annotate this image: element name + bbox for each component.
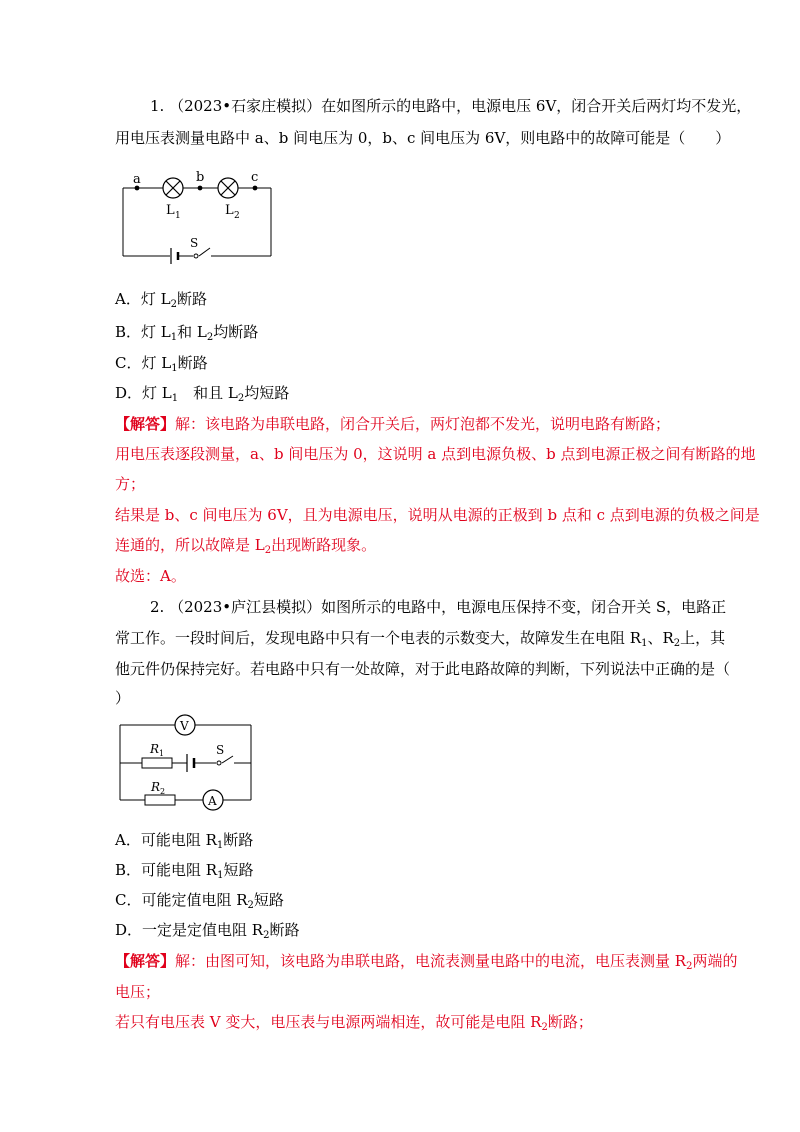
node-b (198, 186, 203, 191)
q1-answer-line2: 用电压表逐段测量，a、b 间电压为 0，这说明 a 点到电源负极、b 点到电源正极之间有断路的地 (115, 445, 756, 463)
q1-stem-text-1: 在如图所示的电路中，电源电压 6V，闭合开关后两灯均不发光， (321, 97, 752, 115)
switch-contact (217, 761, 221, 765)
q2-stem-line2: 常工作。一段时间后，发现电路中只有一个电表的示数变大，故障发生在电阻 $R_1$、$R_2$上，其 (115, 629, 726, 649)
q1-answer-line1: 【解答】解：该电路为串联电路，闭合开关后，两灯泡都不发光，说明电路有断路； (115, 415, 671, 433)
q2-stem-line3: 他元件仍保持完好。若电路中只有一处故障，对于此电路故障的判断，下列说法中正确的是（ (115, 660, 731, 678)
label-switch: S (216, 743, 225, 757)
label-l2: L (225, 203, 234, 218)
label-r2-sub: 2 (160, 787, 166, 796)
q1-answer-line3: 方； (115, 475, 146, 493)
label-l2-sub: 2 (234, 211, 240, 221)
q1-circuit-diagram (115, 168, 280, 268)
lamp-l2 (218, 178, 238, 198)
q2-option-b: B．可能电阻 $R_1$短路 (115, 861, 254, 881)
switch-contact (194, 254, 198, 258)
q1-source: （2023•石家庄模拟） (169, 97, 322, 115)
label-r1-sub: 1 (159, 749, 165, 758)
q1-number: 1. (150, 97, 165, 115)
battery-symbol (171, 248, 178, 264)
label-c: c (251, 170, 259, 185)
q2-option-a: A．可能电阻 $R_1$断路 (115, 831, 254, 851)
node-c (253, 186, 258, 191)
label-switch: S (190, 236, 199, 250)
answer-tag: 【解答】 (115, 952, 176, 970)
ammeter-label: A (208, 794, 217, 808)
label-l1-sub: 1 (175, 211, 181, 221)
lamp-l1 (163, 178, 183, 198)
label-r2: R (151, 780, 161, 794)
q2-circuit-diagram (115, 712, 260, 807)
q2-answer-line2: 电压； (115, 983, 161, 1001)
q2-source: （2023•庐江县模拟） (169, 598, 322, 616)
label-r1: R (150, 742, 160, 756)
q1-answer-line4: 结果是 b、c 间电压为 6V，且为电源电压，说明从电源的正极到 b 点和 c 点到电源的负极之间是 (115, 506, 760, 524)
q1-answer-line5: 连通的，所以故障是 $L_2$出现断路现象。 (115, 536, 377, 556)
q1-option-b: B．灯 $L_1$和 $L_2$均断路 (115, 323, 259, 343)
resistor-r2 (145, 795, 175, 805)
voltmeter-label: V (180, 719, 189, 733)
q2-stem-line4: ） (115, 689, 131, 707)
q2-option-d: D．一定是定值电阻 $R_2$断路 (115, 921, 300, 941)
resistor-r1 (142, 758, 172, 768)
q2-number: 2. (150, 598, 165, 616)
q1-option-d: D．灯 $L_1$ 和且 $L_2$均短路 (115, 384, 290, 404)
q2-answer-line3: 若只有电压表 V 变大，电压表与电源两端相连，故可能是电阻 $R_2$断路； (115, 1013, 593, 1033)
q1-stem-line1 (150, 96, 751, 116)
q1-option-a: A．灯 $L_2$断路 (115, 290, 207, 310)
q1-option-c: C．灯 $L_1$断路 (115, 354, 208, 374)
q2-answer-line1: 【解答】解：由图可知，该电路为串联电路，电流表测量电路中的电流，电压表测量 $R_2$两端的 (115, 952, 738, 972)
q1-answer-line6: 故选：A。 (115, 567, 186, 585)
q1-stem-line2: 用电压表测量电路中 a、b 间电压为 0，b、c 间电压为 6V，则电路中的故障可能是（ ） (115, 129, 731, 147)
label-b: b (196, 170, 205, 185)
answer-tag: 【解答】 (115, 415, 176, 433)
q2-stem-line1: 2. （2023•庐江县模拟）如图所示的电路中，电源电压保持不变，闭合开关 S，电路正 (150, 598, 727, 616)
q2-option-c: C．可能定值电阻 $R_2$短路 (115, 891, 284, 911)
label-l1: L (166, 203, 175, 218)
label-a: a (133, 172, 141, 187)
battery-symbol (187, 754, 194, 772)
